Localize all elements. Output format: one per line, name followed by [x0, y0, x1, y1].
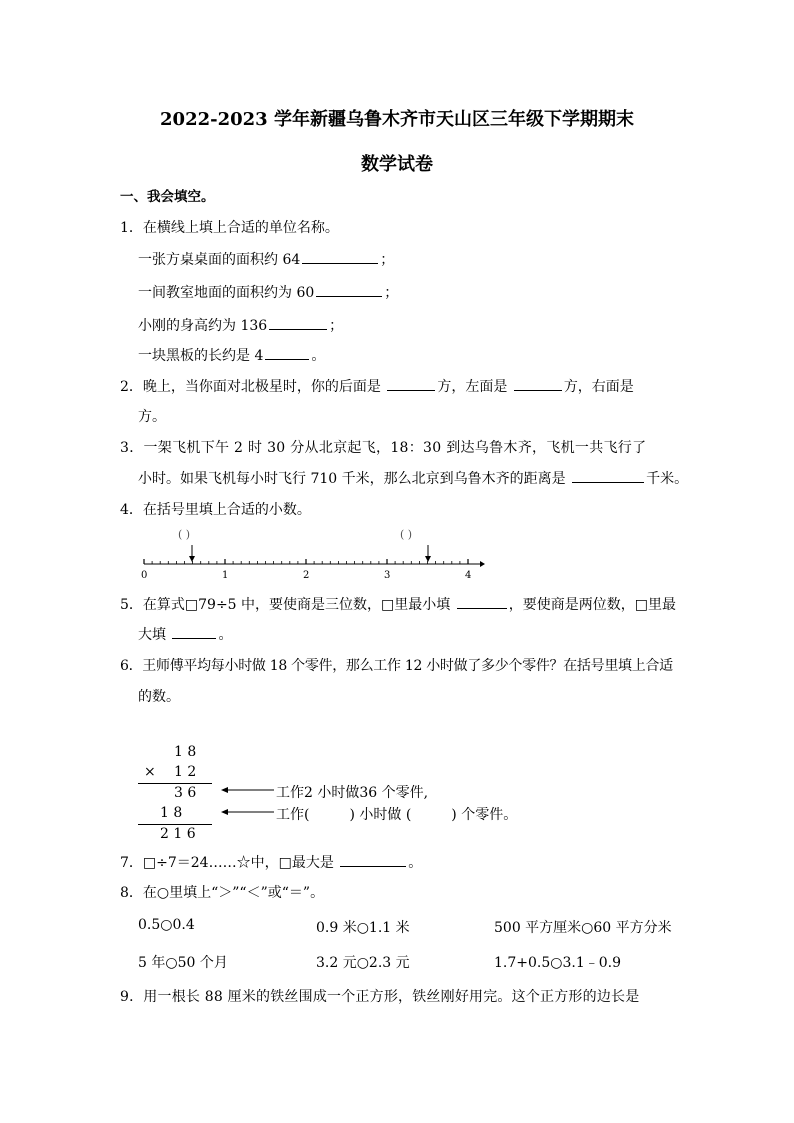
answer-blank[interactable] [514, 376, 562, 391]
note2-part-1: 工作( [276, 807, 310, 823]
tick-label-0: 0 [141, 570, 148, 581]
q2-part-3: 方，右面是 [563, 379, 634, 395]
question-1: 1．在横线上填上合适的单位名称。 [120, 220, 339, 236]
q1-b-text: 一间教室地面的面积约为 60 [138, 285, 315, 301]
arrow-head-4 [221, 809, 228, 815]
compare-item-4: 5 年○50 个月 [138, 955, 228, 971]
q1-item-c [138, 315, 343, 335]
tick-label-1: 1 [222, 570, 229, 581]
answer-blank[interactable] [316, 282, 382, 297]
calc-line-2 [138, 824, 212, 825]
calc-note-1: 工作2 小时做36 个零件, [276, 785, 429, 801]
calc-arrows [220, 782, 280, 818]
calc-note-2 [276, 804, 517, 824]
tick-label-2: 2 [303, 570, 310, 581]
q1-a-end: ； [380, 252, 395, 268]
q1-a-text: 一张方桌桌面的面积约 64 [138, 252, 301, 268]
calc-row-5: 2 1 6 [160, 826, 196, 842]
compare-item-6: 1.7+0.5○3.1﹣0.9 [494, 955, 622, 971]
answer-blank[interactable] [387, 376, 435, 391]
calc-row-2: 1 2 [174, 764, 197, 780]
calc-row-4: 1 8 [160, 805, 183, 821]
answer-blank[interactable] [457, 594, 507, 609]
question-8: 8．在○里填上“＞”“＜”或“＝”。 [120, 885, 325, 901]
q5-part-2: ，要使商是两位数，□里最 [508, 597, 676, 613]
paren-label-2: ( ) [400, 528, 413, 541]
compare-item-5: 3.2 元○2.3 元 [316, 955, 410, 971]
question-3: 3．一架飞机下午 2 时 30 分从北京起飞，18：30 到达乌鲁木齐，飞机一共飞行了 [120, 440, 647, 456]
q2-line-2: 方。 [138, 409, 166, 425]
axis-arrow [480, 561, 485, 567]
vertical-multiplication [138, 740, 218, 850]
q1-item-a [138, 249, 394, 269]
q5-part-3: 大填 [138, 627, 166, 643]
number-line [136, 526, 486, 582]
q1-d-end: 。 [311, 348, 326, 364]
section-header: 一、我会填空。 [120, 189, 215, 205]
q5-part-4: 。 [218, 627, 233, 643]
answer-blank[interactable] [269, 315, 327, 330]
question-4: 4．在括号里填上合适的小数。 [120, 502, 311, 518]
q2-part-2: 方，左面是 [437, 379, 508, 395]
note2-part-3: ) 个零件。 [451, 807, 518, 823]
q1-b-end: ； [384, 285, 399, 301]
answer-blank[interactable] [302, 249, 378, 264]
compare-item-3: 500 平方厘米○60 平方分米 [494, 920, 672, 936]
q5-line-2 [138, 624, 232, 644]
q7-part-2: 。 [408, 855, 423, 871]
arrow-head-2 [425, 556, 431, 562]
q1-item-d [138, 345, 325, 365]
q1-d-text: 一块黑板的长约是 4 [138, 348, 264, 364]
calc-line-1 [138, 783, 212, 784]
tick-label-4: 4 [465, 570, 472, 581]
title-line-1: 2022-2023 学年新疆乌鲁木齐市天山区三年级下学期期末 [160, 109, 634, 130]
q1-c-end: ； [329, 318, 344, 334]
calc-row-3: 3 6 [174, 785, 197, 801]
question-5 [120, 594, 676, 614]
q3-line-2b: 千米。 [646, 471, 689, 487]
compare-item-1: 0.5○0.4 [138, 917, 195, 933]
q5-part-1: 5．在算式□79÷5 中，要使商是三位数，□里最小填 [120, 597, 451, 613]
question-2 [120, 376, 634, 396]
title-line-2: 数学试卷 [361, 154, 433, 175]
answer-blank[interactable] [265, 345, 309, 360]
q1-c-text: 小刚的身高约为 136 [138, 318, 268, 334]
answer-blank[interactable] [572, 468, 644, 483]
q6-line-2: 的数。 [138, 689, 180, 705]
q7-part-1: 7．□÷7＝24……☆中，□最大是 [120, 855, 334, 871]
paren-label-1: ( ) [178, 528, 191, 541]
calc-row-1: 1 8 [174, 744, 197, 760]
q3-line-2a: 小时。如果飞机每小时飞行 710 千米，那么北京到乌鲁木齐的距离是 [138, 471, 566, 487]
answer-blank[interactable] [172, 624, 216, 639]
answer-blank[interactable] [340, 852, 406, 867]
question-6: 6．王师傅平均每小时做 18 个零件，那么工作 12 小时做了多少个零件？在括号里填上合适 [120, 658, 673, 674]
tick-label-3: 3 [384, 570, 391, 581]
arrow-head-3 [221, 787, 228, 793]
arrow-head-1 [189, 556, 195, 562]
note2-part-2: ) 小时做 ( [349, 807, 412, 823]
q3-line-2 [138, 468, 688, 488]
question-9: 9．用一根长 88 厘米的铁丝围成一个正方形，铁丝刚好用完。这个正方形的边长是 [120, 989, 640, 1005]
multiply-sign: × [144, 764, 156, 780]
q2-part-1: 2．晚上，当你面对北极星时，你的后面是 [120, 379, 381, 395]
q1-item-b [138, 282, 398, 302]
compare-item-2: 0.9 米○1.1 米 [316, 920, 410, 936]
question-7 [120, 852, 422, 872]
